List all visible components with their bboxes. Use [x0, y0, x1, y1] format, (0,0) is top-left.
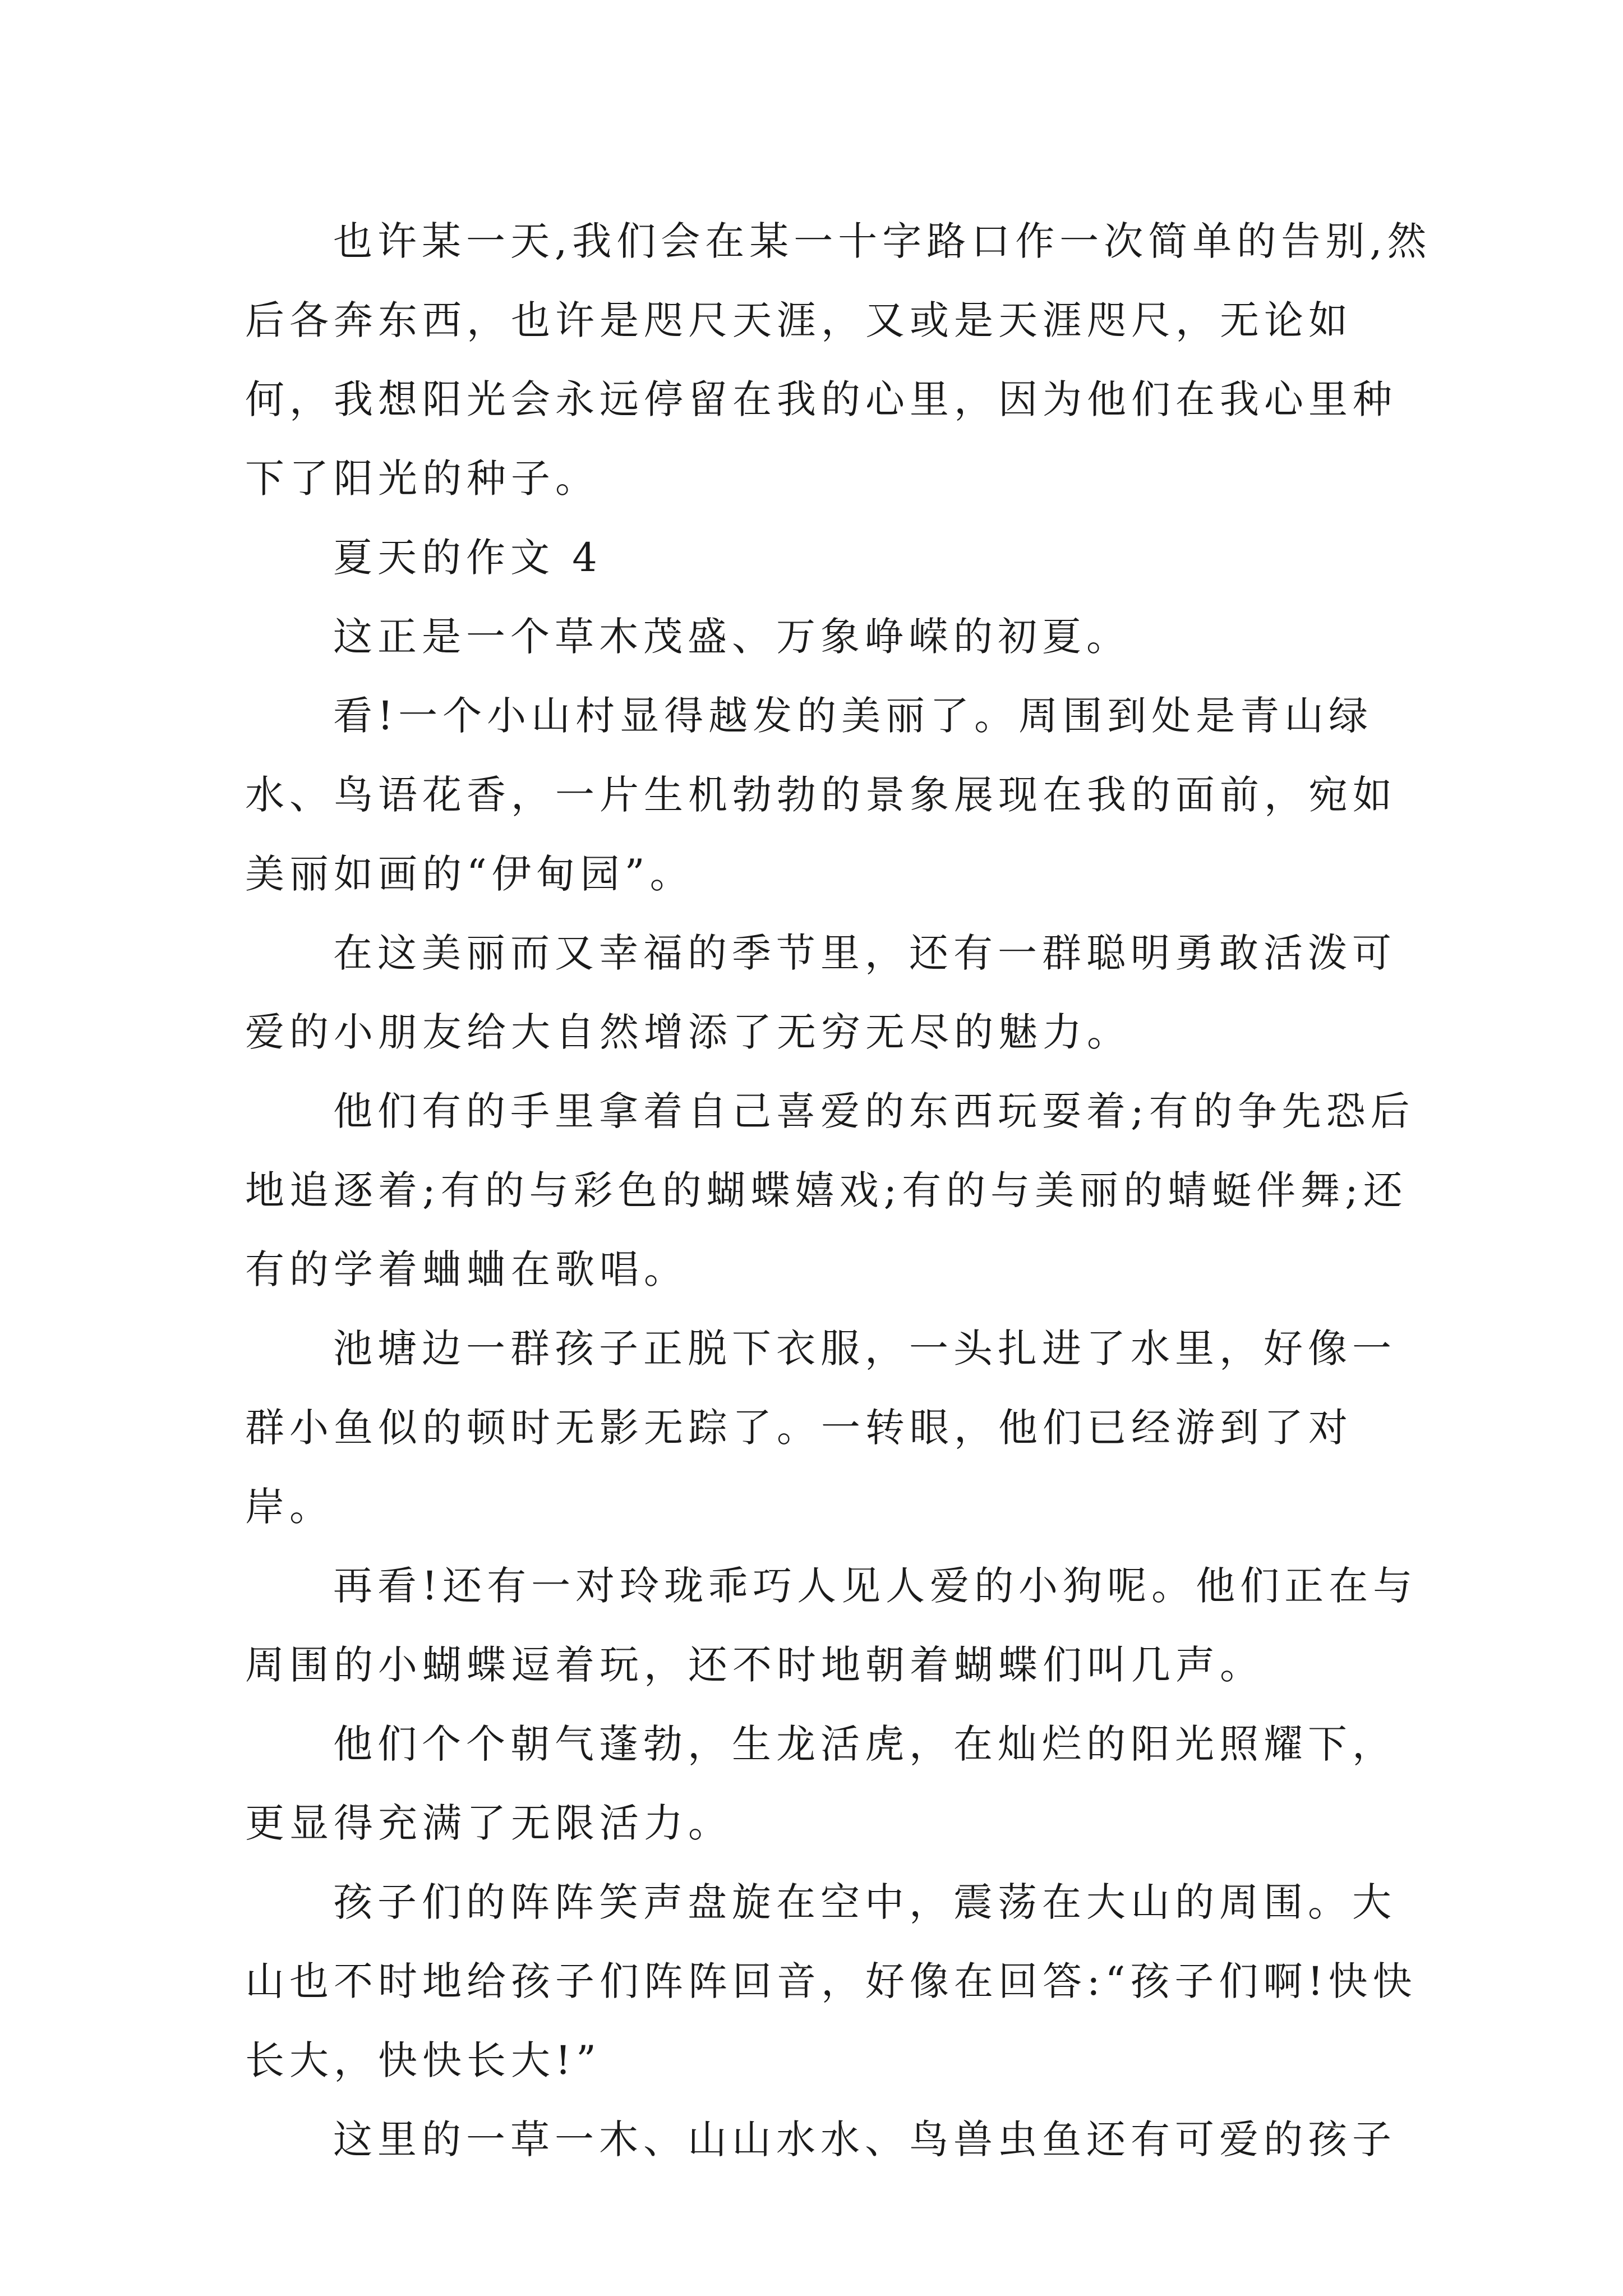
paragraph: 在这美丽而又幸福的季节里，还有一群聪明勇敢活泼可爱的小朋友给大自然增添了无穷无尽的魅力。	[245, 930, 1396, 1055]
section-heading: 夏天的作文 4	[333, 535, 602, 581]
paragraph: 看!一个小山村显得越发的美丽了。周围到处是青山绿水、鸟语花香，一片生机勃勃的景象展现在我的面前，宛如美丽如画的“伊甸园”。	[245, 693, 1397, 897]
paragraph: 他们有的手里拿着自己喜爱的东西玩耍着;有的争先恐后地追逐着;有的与彩色的蝴蝶嬉戏;有的与美丽的蜻蜓伴舞;还有的学着蛐蛐在歌唱。	[245, 1088, 1415, 1292]
paragraph: 也许某一天,我们会在某一十字路口作一次简单的告别,然后各奔东西，也许是咫尺天涯，又或是天涯咫尺，无论如何，我想阳光会永远停留在我的心里，因为他们在我心里种下了阳光的种子。	[245, 218, 1432, 501]
paragraph: 再看!还有一对玲珑乖巧人见人爱的小狗呢。他们正在与周围的小蝴蝶逗着玩，还不时地朝着蝴蝶们叫几声。	[245, 1563, 1418, 1688]
paragraph: 这里的一草一木、山山水水、鸟兽虫鱼还有可爱的孩子	[333, 2116, 1396, 2162]
document-body	[245, 202, 1440, 2179]
paragraph: 他们个个朝气蓬勃，生龙活虎，在灿烂的阳光照耀下，更显得充满了无限活力。	[245, 1721, 1396, 1846]
paragraph: 孩子们的阵阵笑声盘旋在空中，震荡在大山的周围。大山也不时地给孩子们阵阵回音，好像在回答:“孩子们啊!快快长大，快快长大!”	[245, 1879, 1417, 2083]
paragraph: 池塘边一群孩子正脱下衣服，一头扎进了水里，好像一群小鱼似的顿时无影无踪了。一转眼，他们已经游到了对岸。	[245, 1326, 1396, 1530]
paragraph: 这正是一个草木茂盛、万象峥嵘的初夏。	[333, 614, 1131, 660]
